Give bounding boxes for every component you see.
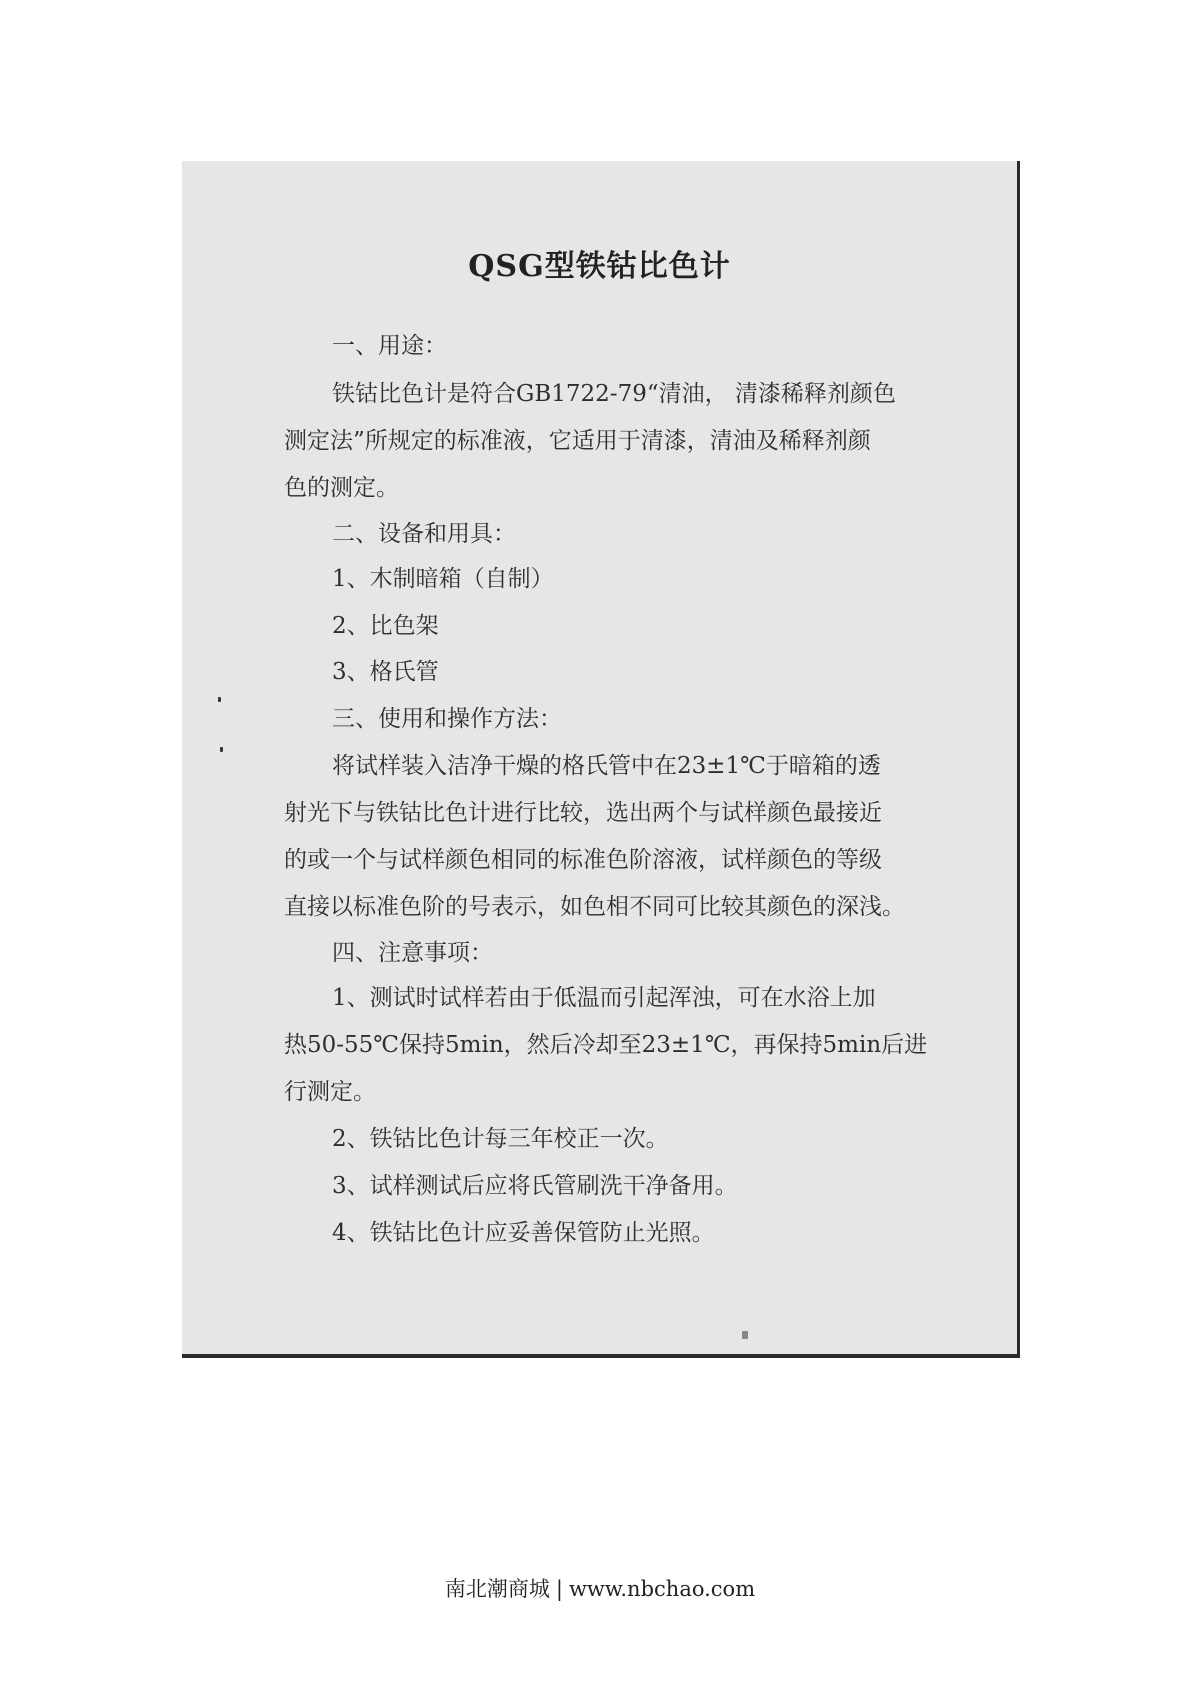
footer-separator: |	[555, 1577, 563, 1601]
list-item: 2、铁钴比色计每三年校正一次。	[332, 1126, 669, 1152]
scanned-document	[182, 161, 1020, 1358]
paragraph-line: 测定法”所规定的标准液，它适用于清漆，清油及稀释剂颜	[284, 428, 871, 454]
paragraph-line: 的或一个与试样颜色相同的标准色阶溶液，试样颜色的等级	[284, 847, 882, 873]
scan-speck	[218, 697, 221, 702]
scan-speck	[742, 1331, 748, 1339]
paragraph-line: 行测定。	[284, 1079, 376, 1105]
footer-url[interactable]: www.nbchao.com	[568, 1577, 756, 1601]
list-item: 1、测试时试样若由于低温而引起浑浊，可在水浴上加	[332, 985, 876, 1011]
list-item: 1、木制暗箱（自制）	[332, 566, 554, 592]
paragraph-line: 直接以标准色阶的号表示，如色相不同可比较其颜色的深浅。	[284, 894, 905, 920]
document-title: QSG型铁钴比色计	[468, 249, 731, 284]
paragraph-line: 铁钴比色计是符合GB1722-79“清油， 清漆稀释剂颜色	[332, 381, 896, 407]
list-item: 3、试样测试后应将氏管刷洗干净备用。	[332, 1173, 738, 1199]
footer-site-name: 南北潮商城	[444, 1577, 550, 1601]
paragraph-line: 热50-55℃保持5min，然后冷却至23±1℃，再保持5min后进	[284, 1032, 928, 1058]
section-heading-notes: 四、注意事项：	[332, 940, 493, 966]
section-heading-usage: 三、使用和操作方法：	[332, 706, 562, 732]
paragraph-line: 射光下与铁钴比色计进行比较，选出两个与试样颜色最接近	[284, 800, 882, 826]
list-item: 3、格氏管	[332, 659, 439, 685]
section-heading-purpose: 一、用途：	[332, 333, 447, 359]
page-footer	[0, 1573, 1200, 1603]
section-heading-equipment: 二、设备和用具：	[332, 521, 516, 547]
scan-speck	[220, 747, 223, 752]
list-item: 4、铁钴比色计应妥善保管防止光照。	[332, 1220, 715, 1246]
list-item: 2、比色架	[332, 613, 439, 639]
paragraph-line: 将试样装入洁净干燥的格氏管中在23±1℃于暗箱的透	[332, 753, 881, 779]
paragraph-line: 色的测定。	[284, 475, 399, 501]
